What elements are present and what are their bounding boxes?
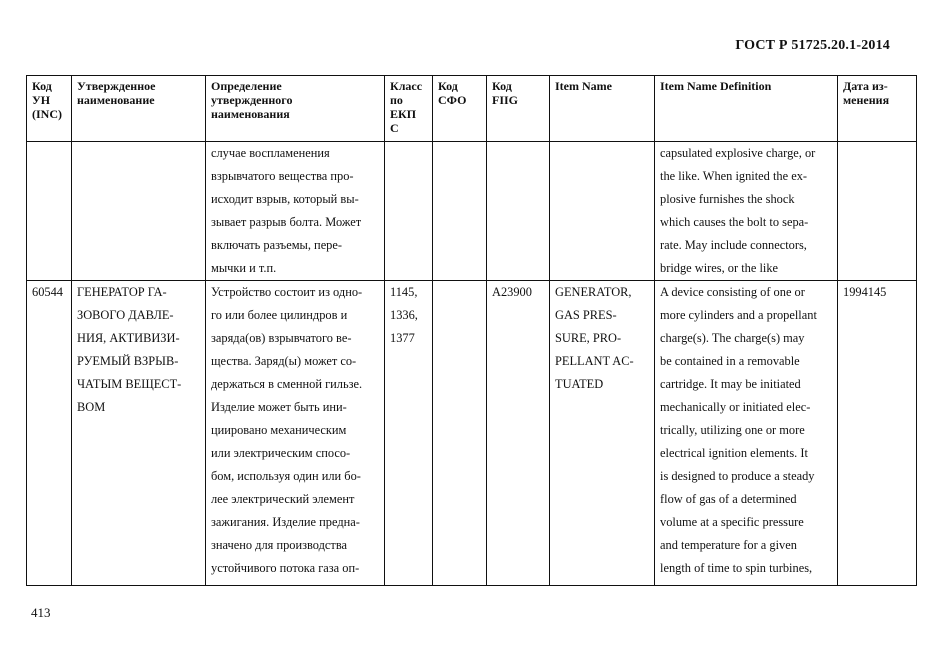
cell-change-date: [838, 142, 917, 281]
cell-sfo: [433, 281, 487, 586]
cell-item-name: [550, 142, 655, 281]
text-line: ЧАТЫМ ВЕЩЕСТ-: [77, 377, 182, 391]
text-line: FIIG: [492, 93, 519, 107]
text-line: GENERATOR,: [555, 285, 632, 299]
header-inc-code: [27, 76, 72, 142]
text-line: наименования: [211, 107, 290, 121]
text-line: trically, utilizing one or more: [660, 423, 805, 437]
text-line: циировано механическим: [211, 423, 347, 437]
text-line: взрывчатого вещества про-: [211, 169, 354, 183]
text-line: volume at a specific pressure: [660, 515, 804, 529]
text-line: Item Name Definition: [660, 79, 772, 93]
text-line: 1336,: [390, 308, 418, 322]
text-line: мычки и т.п.: [211, 261, 277, 275]
cell-approved-name: [72, 281, 206, 586]
text-line: НИЯ, АКТИВИЗИ-: [77, 331, 180, 345]
cell-fiig: [487, 142, 550, 281]
cell-item-definition: [655, 281, 838, 586]
header-approved-name: [72, 76, 206, 142]
text-line: mechanically or initiated elec-: [660, 400, 811, 414]
cell-item-definition: [655, 142, 838, 281]
text-line: Код: [32, 79, 52, 93]
text-line: Item Name: [555, 79, 612, 93]
cell-sfo: [433, 142, 487, 281]
text-line: the like. When ignited the ex-: [660, 169, 808, 183]
text-line: TUATED: [555, 377, 604, 391]
text-line: bridge wires, or the like: [660, 261, 779, 275]
text-line: Устройство состоит из одно-: [211, 285, 363, 299]
text-line: flow of gas of a determined: [660, 492, 797, 506]
text-line: ВОМ: [77, 400, 106, 414]
text-line: be contained in a removable: [660, 354, 800, 368]
text-line: length of time to spin turbines,: [660, 561, 813, 575]
header-item-name-definition: [655, 76, 838, 142]
header-definition: [206, 76, 385, 142]
text-line: Дата из-: [843, 79, 888, 93]
table-row-continuation: [27, 142, 917, 281]
text-line: capsulated explosive charge, or: [660, 146, 816, 160]
text-line: (INC): [32, 107, 62, 121]
text-line: and temperature for a given: [660, 538, 797, 552]
item-names-table: [26, 75, 917, 586]
page-number: 413: [31, 605, 51, 620]
cell-definition: [206, 142, 385, 281]
text-line: PELLANT AC-: [555, 354, 634, 368]
text-line: бом, используя один или бо-: [211, 469, 361, 483]
text-line: Код: [492, 79, 512, 93]
cell-approved-name: [72, 142, 206, 281]
text-line: A device consisting of one or: [660, 285, 805, 299]
text-line: 1377: [390, 331, 415, 345]
header-item-name: [550, 76, 655, 142]
table-row-entry: [27, 281, 917, 586]
text-line: ЗОВОГО ДАВЛЕ-: [77, 308, 174, 322]
text-line: more cylinders and a propellant: [660, 308, 817, 322]
cell-class: [385, 142, 433, 281]
text-line: исходит взрыв, который вы-: [211, 192, 359, 206]
text-line: plosive furnishes the shock: [660, 192, 795, 206]
text-line: rate. May include connectors,: [660, 238, 807, 252]
text-line: зажигания. Изделие предна-: [211, 515, 360, 529]
text-line: значено для производства: [211, 538, 348, 552]
cell-item-name: [550, 281, 655, 586]
text-line: SURE, PRO-: [555, 331, 622, 345]
table-header-row: [27, 76, 917, 142]
text-line: cartridge. It may be initiated: [660, 377, 801, 391]
text-line: is designed to produce a steady: [660, 469, 815, 483]
cell-fiig: A23900: [487, 281, 550, 586]
cell-class: [385, 281, 433, 586]
text-line: GAS PRES-: [555, 308, 617, 322]
text-line: зывает разрыв болта. Может: [211, 215, 362, 229]
cell-inc: 60544: [27, 281, 72, 586]
text-line: РУЕМЫЙ ВЗРЫВ-: [77, 354, 179, 368]
text-line: по: [390, 93, 403, 107]
cell-inc: [27, 142, 72, 281]
text-line: наименование: [77, 93, 155, 107]
text-line: заряда(ов) взрывчатого ве-: [211, 331, 352, 345]
text-line: Код: [438, 79, 458, 93]
text-line: лее электрический элемент: [211, 492, 355, 506]
text-line: утвержденного: [211, 93, 293, 107]
text-line: случае воспламенения: [211, 146, 330, 160]
text-line: Утвержденное: [77, 79, 156, 93]
text-line: charge(s). The charge(s) may: [660, 331, 805, 345]
text-line: УН: [32, 93, 51, 107]
text-line: или электрическим спосо-: [211, 446, 351, 460]
text-line: щества. Заряд(ы) может со-: [211, 354, 357, 368]
text-line: устойчивого потока газа оп-: [211, 561, 360, 575]
text-line: менения: [843, 93, 890, 107]
text-line: Класс: [390, 79, 423, 93]
text-line: держаться в сменной гильзе.: [211, 377, 363, 391]
text-line: ГЕНЕРАТОР ГА-: [77, 285, 167, 299]
text-line: 1145,: [390, 285, 418, 299]
text-line: го или более цилиндров и: [211, 308, 348, 322]
text-line: which causes the bolt to sepa-: [660, 215, 809, 229]
text-line: Изделие может быть ини-: [211, 400, 347, 414]
text-line: ЕКП: [390, 107, 417, 121]
text-line: С: [390, 121, 399, 135]
header-sfo-code: [433, 76, 487, 142]
document-standard-number: ГОСТ Р 51725.20.1-2014: [735, 38, 890, 53]
cell-change-date: 1994145: [838, 281, 917, 586]
header-change-date: [838, 76, 917, 142]
text-line: включать разъемы, пере-: [211, 238, 343, 252]
text-line: electrical ignition elements. It: [660, 446, 808, 460]
text-line: СФО: [438, 93, 467, 107]
text-line: Определение: [211, 79, 282, 93]
header-class: [385, 76, 433, 142]
header-fiig-code: [487, 76, 550, 142]
cell-definition: [206, 281, 385, 586]
